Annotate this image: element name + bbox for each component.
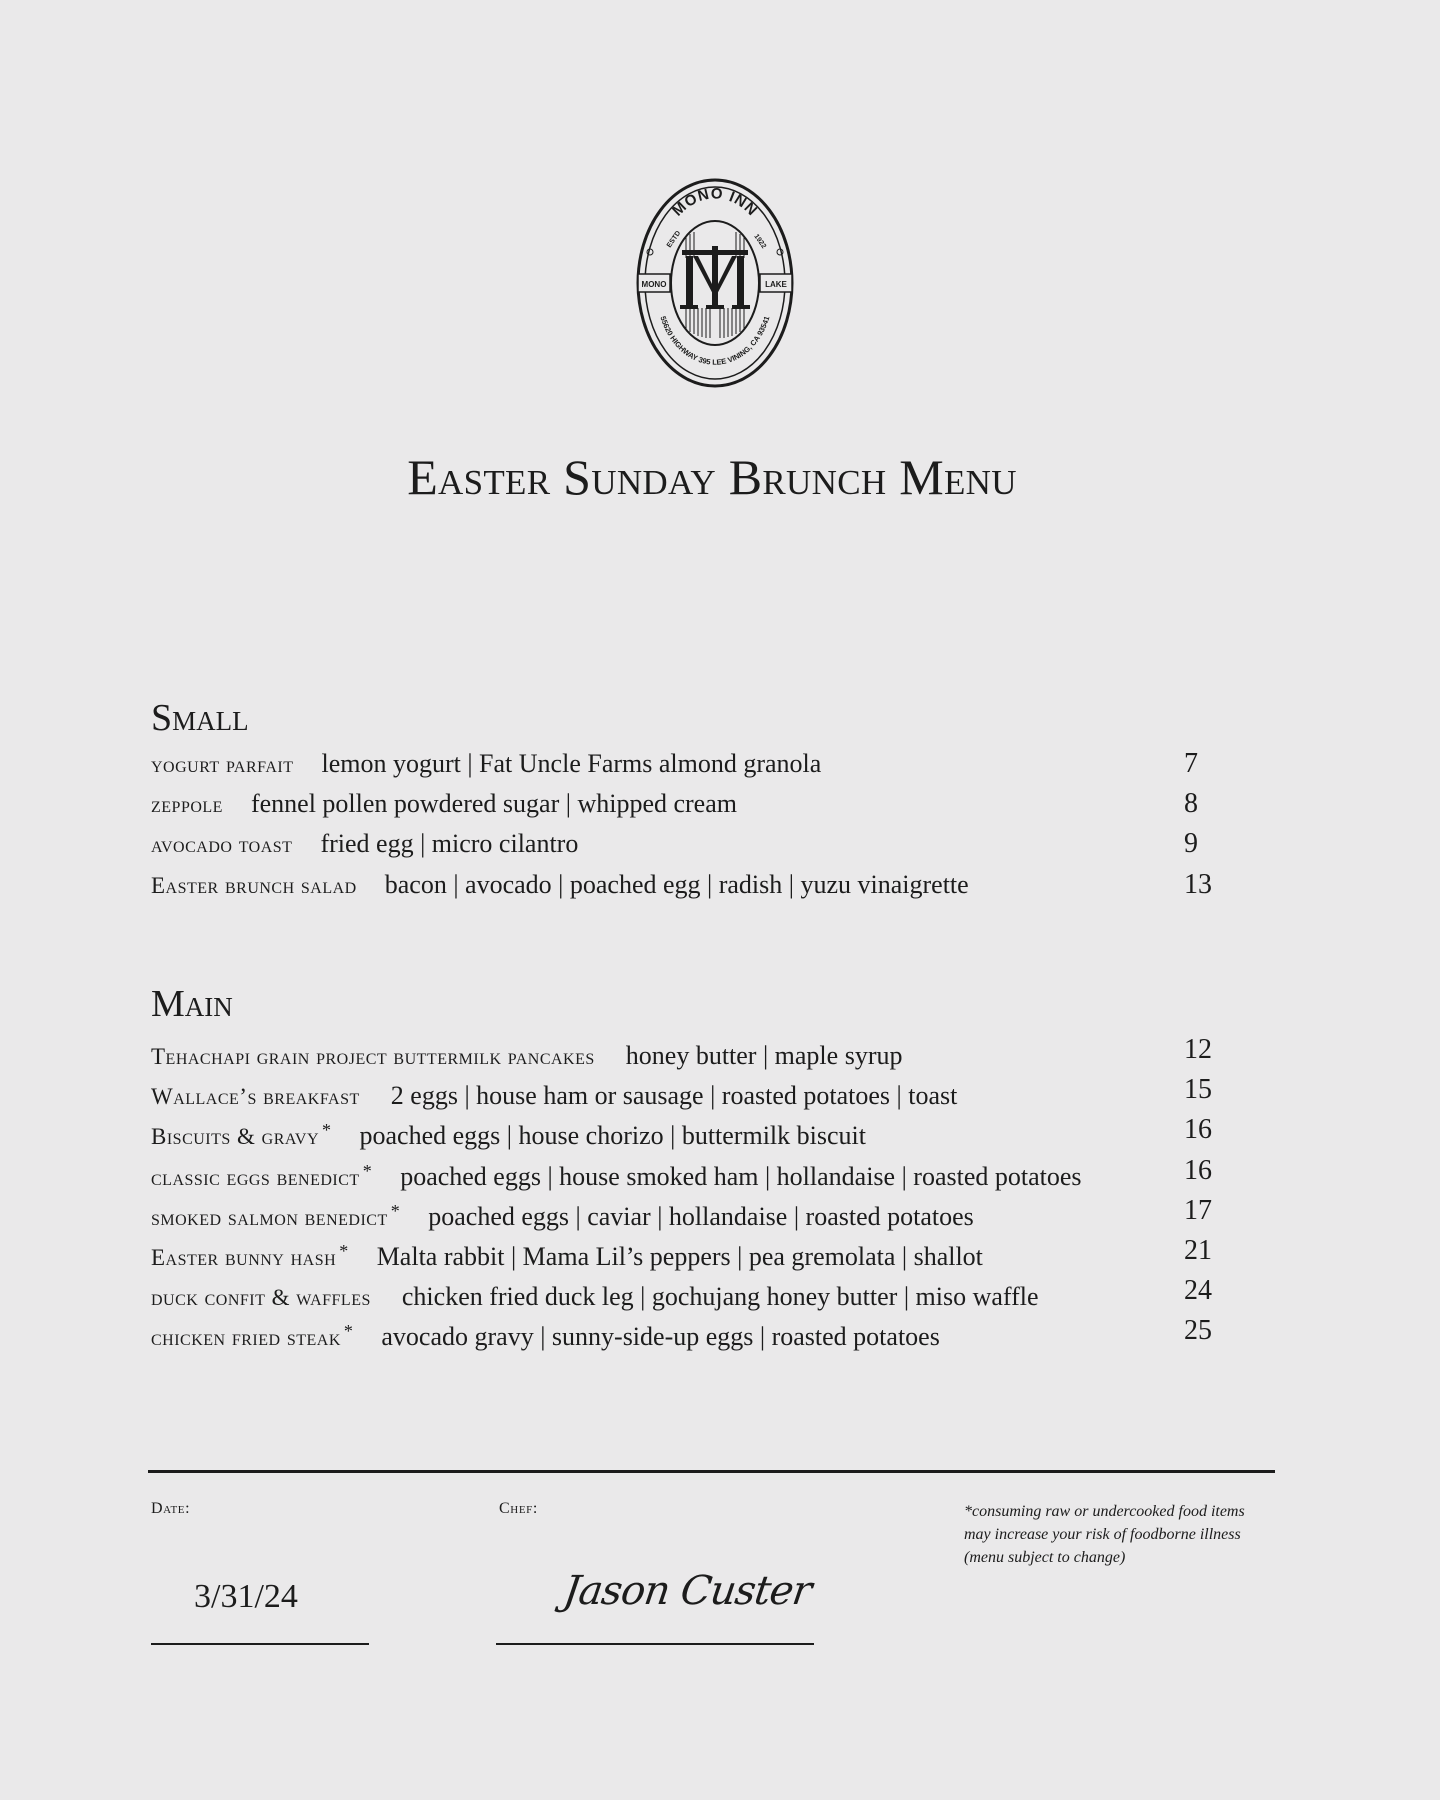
svg-text:55620 HIGHWAY 395 LEE VINING, bbox=[659, 315, 772, 367]
item-name bbox=[151, 1160, 373, 1190]
logo-top-text: MONO INN bbox=[669, 185, 761, 220]
item-name-text: classic eggs benedict bbox=[151, 1164, 360, 1190]
item-name bbox=[151, 1200, 401, 1230]
item-description: poached eggs | house smoked ham | hollandaise | roasted potatoes bbox=[400, 1161, 1082, 1191]
item-name-text: Easter bunny hash bbox=[151, 1244, 337, 1270]
main-section bbox=[151, 978, 1221, 1352]
chef-underline bbox=[496, 1643, 814, 1645]
item-price: 12 bbox=[1184, 1034, 1212, 1065]
menu-item bbox=[151, 1030, 1221, 1070]
item-name-text: Biscuits & gravy bbox=[151, 1124, 320, 1150]
menu-item bbox=[151, 1151, 1221, 1191]
small-section bbox=[151, 692, 1221, 905]
item-description: Malta rabbit | Mama Lil’s peppers | pea gremolata | shallot bbox=[376, 1241, 983, 1271]
item-name-text: Tehachapi grain project buttermilk pancakes bbox=[151, 1044, 595, 1069]
item-name-text: chicken fried steak bbox=[151, 1325, 341, 1351]
mono-inn-crest-icon bbox=[636, 178, 794, 388]
item-description: avocado gravy | sunny-side-up eggs | roasted potatoes bbox=[381, 1322, 940, 1352]
chef-label: Chef: bbox=[499, 1500, 538, 1517]
item-price: 9 bbox=[1184, 828, 1198, 860]
item-name bbox=[151, 1321, 354, 1351]
raw-food-asterisk: * bbox=[390, 1200, 401, 1221]
raw-food-asterisk: * bbox=[343, 1321, 354, 1342]
menu-title: Easter Sunday Brunch Menu bbox=[407, 449, 1017, 505]
item-price: 24 bbox=[1184, 1275, 1212, 1307]
item-description: fennel pollen powdered sugar | whipped cream bbox=[250, 789, 737, 819]
item-name bbox=[151, 1044, 598, 1069]
chef-signature: Jason Custer bbox=[560, 1568, 814, 1614]
item-name bbox=[151, 1084, 363, 1109]
menu-item bbox=[151, 1191, 1221, 1231]
item-name: avocado toast bbox=[151, 832, 293, 858]
menu-item bbox=[151, 824, 1221, 864]
item-price: 15 bbox=[1184, 1074, 1212, 1106]
disclaimer-line: may increase your risk of foodborne illness bbox=[964, 1526, 1241, 1543]
logo-right-box-text: LAKE bbox=[765, 280, 787, 289]
item-name-text: smoked salmon benedict bbox=[151, 1204, 388, 1230]
menu-item bbox=[151, 1311, 1221, 1351]
item-price: 13 bbox=[1184, 868, 1212, 900]
disclaimer-line: *consuming raw or undercooked food items bbox=[964, 1503, 1245, 1520]
logo-left-box-text: MONO bbox=[641, 280, 667, 289]
date-value: 3/31/24 bbox=[194, 1578, 298, 1615]
item-price: 21 bbox=[1184, 1234, 1212, 1266]
logo-year-text: 1922 bbox=[752, 233, 768, 250]
item-name: yogurt parfait bbox=[151, 752, 294, 777]
item-description: poached eggs | caviar | hollandaise | roasted potatoes bbox=[428, 1201, 974, 1231]
section-title: Main bbox=[151, 983, 233, 1025]
logo-estd-text: ESTD bbox=[665, 229, 683, 250]
item-description: poached eggs | house chorizo | buttermilk biscuit bbox=[359, 1121, 866, 1151]
menu-item bbox=[151, 1070, 1221, 1110]
item-price: 17 bbox=[1184, 1194, 1212, 1226]
date-underline bbox=[151, 1643, 369, 1645]
raw-food-asterisk: * bbox=[322, 1120, 332, 1141]
raw-food-asterisk: * bbox=[362, 1160, 373, 1181]
item-description: 2 eggs | house ham or sausage | roasted potatoes | toast bbox=[390, 1081, 958, 1111]
item-name-text: duck confit & waffles bbox=[151, 1285, 371, 1311]
item-description: fried egg | micro cilantro bbox=[320, 829, 579, 859]
item-description: honey butter | maple syrup bbox=[625, 1041, 903, 1070]
item-name-text: Wallace’s breakfast bbox=[151, 1084, 360, 1110]
item-price: 7 bbox=[1184, 748, 1198, 779]
menu-item bbox=[151, 784, 1221, 824]
item-name bbox=[151, 1240, 349, 1270]
menu-item bbox=[151, 744, 1221, 784]
raw-food-asterisk: * bbox=[339, 1240, 349, 1261]
item-description: bacon | avocado | poached egg | radish | yuzu vinaigrette bbox=[384, 869, 969, 899]
date-label: Date: bbox=[151, 1500, 191, 1517]
footer-divider bbox=[148, 1470, 1275, 1473]
item-name bbox=[151, 1285, 374, 1310]
logo-bottom-text: 55620 HIGHWAY 395 LEE VINING, CA 93541 bbox=[658, 315, 772, 367]
item-name: Easter brunch salad bbox=[151, 872, 357, 898]
item-price: 16 bbox=[1184, 1114, 1212, 1146]
menu-item bbox=[151, 1231, 1221, 1271]
item-name: zeppole bbox=[151, 792, 223, 818]
menu-item bbox=[151, 1110, 1221, 1150]
menu-item bbox=[151, 1271, 1221, 1311]
item-description: chicken fried duck leg | gochujang honey butter | miso waffle bbox=[401, 1282, 1039, 1312]
menu-item bbox=[151, 865, 1221, 905]
item-price: 25 bbox=[1184, 1315, 1212, 1347]
section-title: Small bbox=[151, 697, 249, 739]
disclaimer-line: (menu subject to change) bbox=[964, 1549, 1126, 1566]
item-description: lemon yogurt | Fat Uncle Farms almond granola bbox=[321, 749, 822, 778]
item-price: 8 bbox=[1184, 788, 1198, 820]
item-price: 16 bbox=[1184, 1154, 1212, 1186]
food-safety-disclaimer bbox=[964, 1500, 1284, 1569]
item-name bbox=[151, 1120, 332, 1150]
